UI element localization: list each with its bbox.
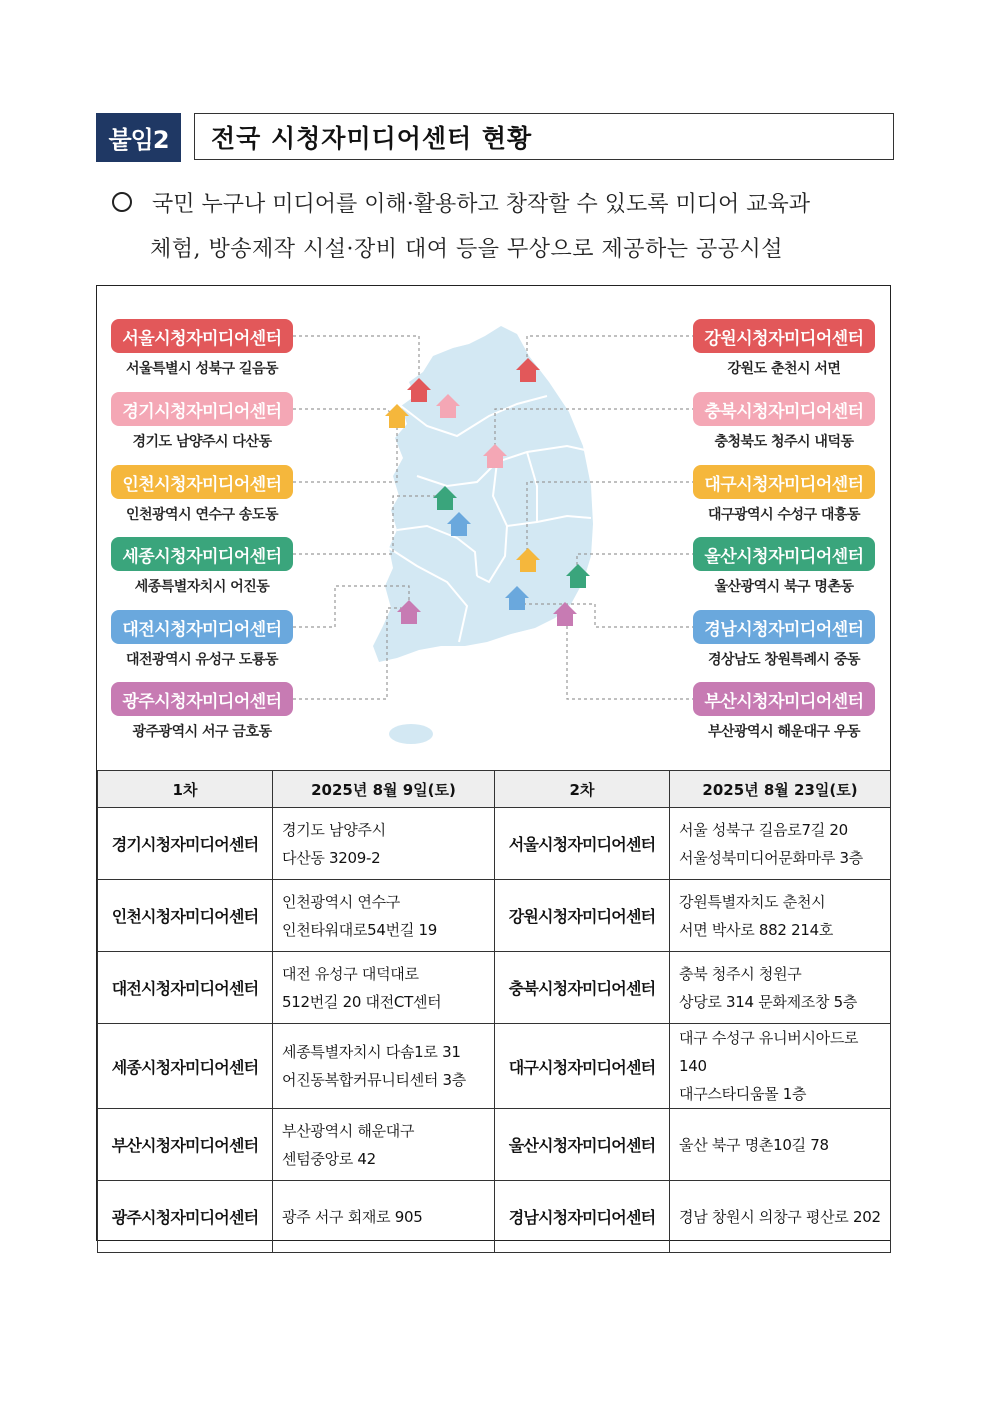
label-gyeonggi-center: 경기시청자미디어센터 (111, 392, 293, 426)
center-address-2 (670, 1109, 891, 1181)
table-row (98, 1181, 891, 1253)
center-address-2 (670, 1024, 891, 1109)
circle-bullet-icon (112, 192, 132, 212)
addr-gwangju-center: 광주광역시 서구 금호동 (132, 724, 272, 740)
address-line: 대구스타디움몰 1층 (679, 1085, 807, 1103)
address-line: 512번길 20 대전CT센터 (282, 992, 442, 1011)
label-busan-center: 부산시청자미디어센터 (693, 682, 875, 716)
address-line: 인천타워대로54번길 19 (282, 920, 437, 939)
label-daejeon-center: 대전시청자미디어센터 (111, 610, 293, 644)
table-row (98, 1024, 891, 1109)
address-line: 서면 박사로 882 214호 (679, 920, 834, 939)
address-line: 경기도 남양주시 (282, 820, 386, 839)
header-round-2: 2차 (495, 771, 670, 808)
addr-gangwon-center: 강원도 춘천시 서면 (727, 361, 841, 377)
center-name-2: 경남시청자미디어센터 (495, 1181, 670, 1253)
label-sejong-center: 세종시청자미디어센터 (111, 537, 293, 571)
address-line: 경남 창원시 의창구 평산로 202 (679, 1207, 881, 1226)
addr-chungbuk-center: 충청북도 청주시 내덕동 (714, 434, 854, 450)
table-row (98, 952, 891, 1024)
center-name-1: 대전시청자미디어센터 (98, 952, 273, 1024)
address-line: 대구 수성구 유니버시아드로 140 (679, 1029, 859, 1075)
address-line: 서울 성북구 길음로7길 20 (679, 820, 848, 839)
korea-map-infographic (97, 286, 890, 770)
header-date-2: 2025년 8월 23일(토) (670, 771, 891, 808)
addr-gyeongnam-center: 경상남도 창원특례시 중동 (707, 652, 860, 668)
center-name-2: 서울시청자미디어센터 (495, 808, 670, 880)
address-line: 부산광역시 해운대구 (282, 1121, 415, 1140)
address-line: 세종특별자치시 다솜1로 31 (282, 1043, 461, 1061)
label-gyeongnam-center: 경남시청자미디어센터 (693, 610, 875, 644)
address-line: 충북 청주시 청원구 (679, 964, 802, 983)
attachment-badge: 붙임2 (96, 113, 181, 162)
label-ulsan-center: 울산시청자미디어센터 (693, 537, 875, 571)
center-name-2: 충북시청자미디어센터 (495, 952, 670, 1024)
center-name-2: 대구시청자미디어센터 (495, 1024, 670, 1109)
header-date-1: 2025년 8월 9일(토) (273, 771, 495, 808)
address-line: 광주 서구 회재로 905 (282, 1207, 423, 1226)
address-line: 상당로 314 문화제조창 5층 (679, 992, 858, 1011)
label-gangwon-center: 강원시청자미디어센터 (693, 319, 875, 353)
table-header-row (98, 771, 891, 808)
label-gwangju-center: 광주시청자미디어센터 (111, 682, 293, 716)
jeju-island-shape (389, 724, 433, 744)
center-address-2 (670, 1181, 891, 1253)
center-name-2: 울산시청자미디어센터 (495, 1109, 670, 1181)
addr-daegu-center: 대구광역시 수성구 대흥동 (707, 507, 860, 523)
addr-busan-center: 부산광역시 해운대구 우동 (707, 724, 860, 740)
address-line: 대전 유성구 대덕대로 (282, 964, 419, 983)
address-line: 어진동복합커뮤니티센터 3층 (282, 1071, 466, 1089)
center-name-1: 부산시청자미디어센터 (98, 1109, 273, 1181)
address-line: 강원특별자치도 춘천시 (679, 892, 826, 911)
addr-daejeon-center: 대전광역시 유성구 도룡동 (125, 652, 278, 668)
content-frame (96, 285, 891, 1241)
center-name-2: 강원시청자미디어센터 (495, 880, 670, 952)
address-line: 울산 북구 명촌10길 78 (679, 1135, 829, 1154)
center-address-1 (273, 808, 495, 880)
label-seoul-center: 서울시청자미디어센터 (111, 319, 293, 353)
center-name-1: 세종시청자미디어센터 (98, 1024, 273, 1109)
addr-gyeonggi-center: 경기도 남양주시 다산동 (132, 434, 272, 450)
intro-line-1: 국민 누구나 미디어를 이해·활용하고 창작할 수 있도록 미디어 교육과 (152, 191, 810, 217)
header-round-1: 1차 (98, 771, 273, 808)
addr-seoul-center: 서울특별시 성북구 길음동 (125, 361, 278, 377)
center-name-1: 광주시청자미디어센터 (98, 1181, 273, 1253)
address-line: 다산동 3209-2 (282, 848, 381, 867)
schedule-table (97, 770, 891, 1253)
address-line: 인천광역시 연수구 (282, 892, 400, 911)
center-name-1: 경기시청자미디어센터 (98, 808, 273, 880)
center-address-2 (670, 952, 891, 1024)
center-address-1 (273, 952, 495, 1024)
center-address-1 (273, 1181, 495, 1253)
address-line: 센텀중앙로 42 (282, 1149, 376, 1168)
table-row (98, 808, 891, 880)
label-daegu-center: 대구시청자미디어센터 (693, 465, 875, 499)
center-address-1 (273, 1024, 495, 1109)
addr-sejong-center: 세종특별자치시 어진동 (134, 579, 270, 595)
table-row (98, 1109, 891, 1181)
intro-line-2: 체험, 방송제작 시설·장비 대여 등을 무상으로 제공하는 공공시설 (150, 236, 783, 262)
center-address-2 (670, 880, 891, 952)
center-address-1 (273, 1109, 495, 1181)
page-title: 전국 시청자미디어센터 현황 (194, 113, 894, 160)
center-name-1: 인천시청자미디어센터 (98, 880, 273, 952)
label-chungbuk-center: 충북시청자미디어센터 (693, 392, 875, 426)
intro-paragraph (112, 184, 902, 265)
center-address-2 (670, 808, 891, 880)
label-incheon-center: 인천시청자미디어센터 (111, 465, 293, 499)
addr-incheon-center: 인천광역시 연수구 송도동 (125, 507, 278, 523)
center-address-1 (273, 880, 495, 952)
address-line: 서울성북미디어문화마루 3층 (679, 848, 863, 867)
table-row (98, 880, 891, 952)
addr-ulsan-center: 울산광역시 북구 명촌동 (714, 579, 854, 595)
